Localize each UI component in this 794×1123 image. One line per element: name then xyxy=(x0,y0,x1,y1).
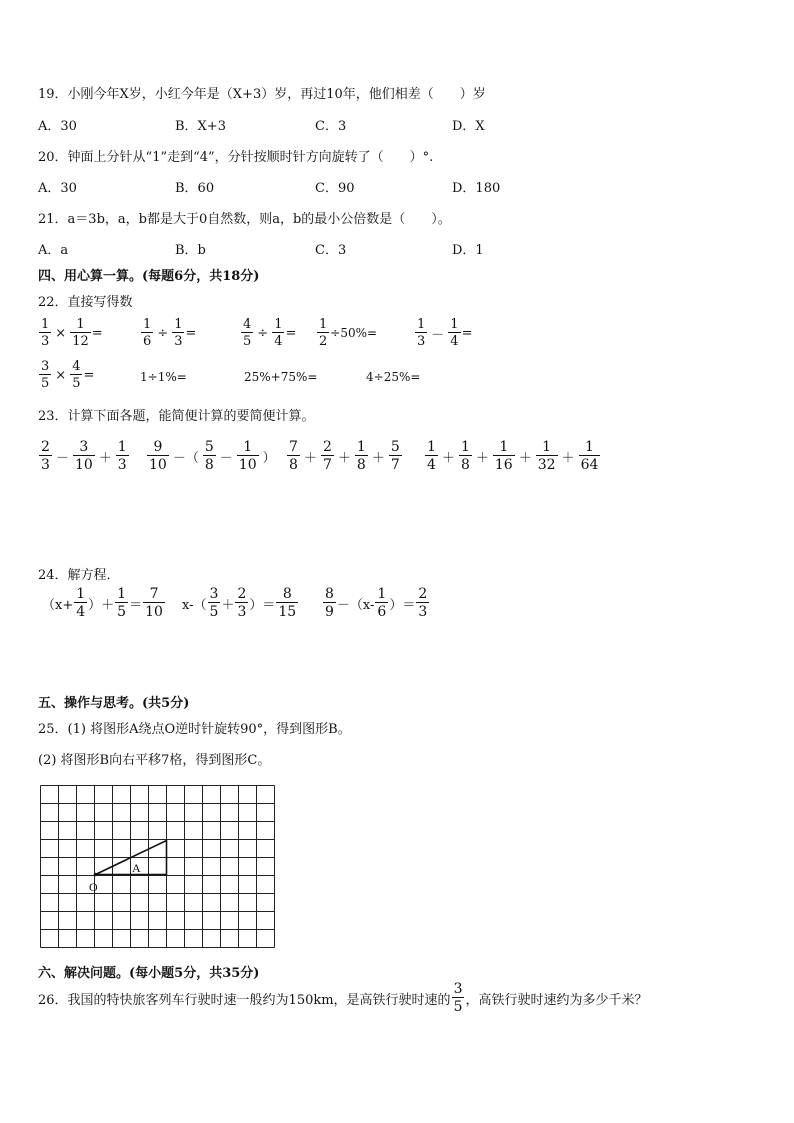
q23-text: 23．计算下面各题，能简便计算的要简便计算。 xyxy=(38,409,315,424)
q25-line-2: (2) 将图形B向右平移7格，得到图形C。 xyxy=(38,753,271,768)
numerator: 1 xyxy=(41,317,50,332)
numerator: 1 xyxy=(493,440,515,456)
q20-option-d: D．180 xyxy=(452,181,501,196)
operator: ＋ xyxy=(561,450,575,466)
denominator: 3 xyxy=(117,457,127,473)
operator: ÷ xyxy=(257,325,269,341)
numerator: 3 xyxy=(453,981,463,997)
denominator: 16 xyxy=(494,457,513,473)
denominator: 3 xyxy=(174,334,183,349)
numerator: 8 xyxy=(276,587,298,603)
q23-expr-1 xyxy=(38,440,130,472)
q24-eq-3 xyxy=(322,587,430,619)
numerator: 1 xyxy=(237,440,259,456)
numerator: 7 xyxy=(143,587,165,603)
paren-close: ） xyxy=(262,450,276,466)
numerator: 3 xyxy=(73,440,95,456)
denominator: 5 xyxy=(72,376,81,391)
grid-lines xyxy=(41,786,275,948)
operator: ＋ xyxy=(371,450,385,466)
numerator: 2 xyxy=(237,586,247,602)
denominator: 8 xyxy=(289,457,298,473)
numerator: 8 xyxy=(325,586,334,602)
numerator: 5 xyxy=(390,439,400,455)
q22-text: 22．直接写得数 xyxy=(38,295,133,310)
section4-title: 四、用心算一算。(每题6分，共18分) xyxy=(38,269,260,284)
operator: ＋ xyxy=(441,450,455,466)
numerator: 1 xyxy=(76,586,86,602)
operator: ＋ xyxy=(303,450,317,466)
numerator: 3 xyxy=(41,359,50,374)
denominator: 32 xyxy=(537,457,556,473)
expr-part: ）＋ xyxy=(88,597,115,613)
numerator: 2 xyxy=(41,439,50,455)
q23-expr-4 xyxy=(424,440,601,472)
denominator: 4 xyxy=(274,334,283,349)
numerator: 2 xyxy=(322,439,332,455)
q19-option-a: A．30 xyxy=(38,119,77,134)
q22-expr-9: 4÷25%= xyxy=(366,370,421,384)
denominator: 8 xyxy=(204,457,214,473)
operator: ＋ xyxy=(518,450,532,466)
numerator: 3 xyxy=(209,586,219,602)
numerator: 1 xyxy=(117,586,127,602)
q21-option-a: A．a xyxy=(38,243,69,258)
denominator: 9 xyxy=(325,604,334,620)
denominator: 4 xyxy=(76,604,86,620)
denominator: 5 xyxy=(41,376,50,391)
numerator: 2 xyxy=(418,586,428,602)
q21-option-d: D．1 xyxy=(452,243,484,258)
q22-expr-3 xyxy=(240,318,296,348)
q21-option-b: B．b xyxy=(175,243,206,258)
q26-text-pre: 26．我国的特快旅客列车行驶时速一般约为150km，是高铁行驶时速的 xyxy=(38,992,451,1008)
q26-text xyxy=(38,982,648,1014)
numerator: 1 xyxy=(356,439,366,455)
numerator: 1 xyxy=(417,317,426,332)
numerator: 1 xyxy=(450,317,459,332)
equals: = xyxy=(185,325,197,341)
equals: ＝ xyxy=(129,597,143,613)
numerator: 1 xyxy=(274,317,283,332)
expression-tail: ÷50%= xyxy=(330,326,378,340)
denominator: 15 xyxy=(278,604,297,620)
denominator: 5 xyxy=(117,604,127,620)
q21-text: 21．a＝3b，a，b都是大于0自然数，则a，b的最小公倍数是（ ）。 xyxy=(38,212,451,227)
numerator: 1 xyxy=(460,439,470,455)
expr-part: ＋ xyxy=(221,597,235,613)
q22-expr-1 xyxy=(38,318,103,348)
equals: = xyxy=(461,325,473,341)
expr-part: －（x- xyxy=(336,597,375,613)
q20-text: 20．钟面上分针从“1”走到“4”，分针按顺时针方向旋转了（ ）°. xyxy=(38,150,434,165)
section5-title: 五、操作与思考。(共5分) xyxy=(38,696,190,711)
point-o xyxy=(94,873,98,877)
denominator: 3 xyxy=(41,334,50,349)
numerator: 1 xyxy=(319,317,328,332)
denominator: 3 xyxy=(418,604,428,620)
operator: ＋ xyxy=(98,450,112,466)
q20-option-a: A．30 xyxy=(38,181,77,196)
denominator: 4 xyxy=(450,334,459,349)
denominator: 6 xyxy=(377,604,387,620)
operator: － xyxy=(55,450,69,466)
denominator: 3 xyxy=(41,457,50,473)
numerator: 1 xyxy=(579,440,601,456)
numerator: 1 xyxy=(536,440,558,456)
numerator: 4 xyxy=(72,359,81,374)
denominator: 6 xyxy=(143,334,152,349)
numerator: 1 xyxy=(70,318,91,333)
q19-option-d: D．X xyxy=(452,119,485,134)
denominator: 2 xyxy=(319,334,328,349)
operator: －（ xyxy=(172,450,199,466)
denominator: 10 xyxy=(149,457,167,473)
numerator: 1 xyxy=(427,439,436,455)
numerator: 1 xyxy=(143,317,152,332)
q24-eq-2 xyxy=(182,587,299,619)
q22-expr-5 xyxy=(414,318,472,348)
denominator: 8 xyxy=(356,457,366,473)
label-o: O xyxy=(89,880,98,894)
denominator: 12 xyxy=(72,334,89,349)
q23-expr-2 xyxy=(146,440,279,472)
denominator: 3 xyxy=(417,334,426,349)
numerator: 1 xyxy=(377,586,387,602)
operator: － xyxy=(431,327,445,343)
operator: × xyxy=(55,325,67,341)
denominator: 8 xyxy=(460,457,470,473)
q20-option-c: C．90 xyxy=(315,181,355,196)
expr-part: （x+ xyxy=(42,597,74,613)
q19-option-b: B．X+3 xyxy=(175,119,226,134)
numerator: 5 xyxy=(204,439,214,455)
q26-text-post: ，高铁行驶时速约为多少千米？ xyxy=(465,992,648,1008)
q22-expr-4 xyxy=(316,318,377,348)
equals: = xyxy=(285,325,297,341)
q22-expr-2 xyxy=(140,318,196,348)
q25-line-1: 25．(1) 将图形A绕点O逆时针旋转90°，得到图形B。 xyxy=(38,722,351,737)
q21-option-c: C．3 xyxy=(315,243,347,258)
operator: － xyxy=(219,450,233,466)
operator: ÷ xyxy=(157,325,169,341)
denominator: 10 xyxy=(145,604,163,620)
numerator: 7 xyxy=(289,439,298,455)
denominator: 3 xyxy=(237,604,247,620)
denominator: 64 xyxy=(580,457,599,473)
equals: = xyxy=(91,325,103,341)
grid-figure xyxy=(40,785,276,949)
denominator: 10 xyxy=(74,457,93,473)
denominator: 7 xyxy=(390,457,400,473)
numerator: 1 xyxy=(117,439,127,455)
numerator: 1 xyxy=(174,317,183,332)
denominator: 10 xyxy=(238,457,257,473)
equals: = xyxy=(83,367,95,383)
q22-expr-8: 25%+75%= xyxy=(244,370,318,384)
q19-option-c: C．3 xyxy=(315,119,347,134)
section6-title: 六、解决问题。(每小题5分，共35分) xyxy=(38,966,260,981)
expr-part: ）＝ xyxy=(389,597,416,613)
operator: × xyxy=(55,367,67,383)
denominator: 7 xyxy=(322,457,332,473)
expr-part: x-（ xyxy=(182,597,207,613)
numerator: 9 xyxy=(147,440,169,456)
denominator: 5 xyxy=(453,999,463,1015)
operator: ＋ xyxy=(475,450,489,466)
expr-part: ）＝ xyxy=(249,597,276,613)
denominator: 5 xyxy=(243,334,252,349)
q22-expr-7: 1÷1%= xyxy=(140,370,187,384)
q23-expr-3 xyxy=(286,440,403,472)
q20-option-b: B．60 xyxy=(175,181,215,196)
numerator: 4 xyxy=(243,317,252,332)
q24-eq-1 xyxy=(42,587,166,619)
operator: ＋ xyxy=(337,450,351,466)
label-a: A xyxy=(132,861,141,875)
denominator: 4 xyxy=(427,457,436,473)
q24-text: 24．解方程． xyxy=(38,568,120,583)
q22-expr-6 xyxy=(38,360,94,390)
q19-text: 19．小刚今年X岁，小红今年是（X+3）岁，再过10年，他们相差（ ）岁 xyxy=(38,87,486,102)
denominator: 5 xyxy=(209,604,219,620)
